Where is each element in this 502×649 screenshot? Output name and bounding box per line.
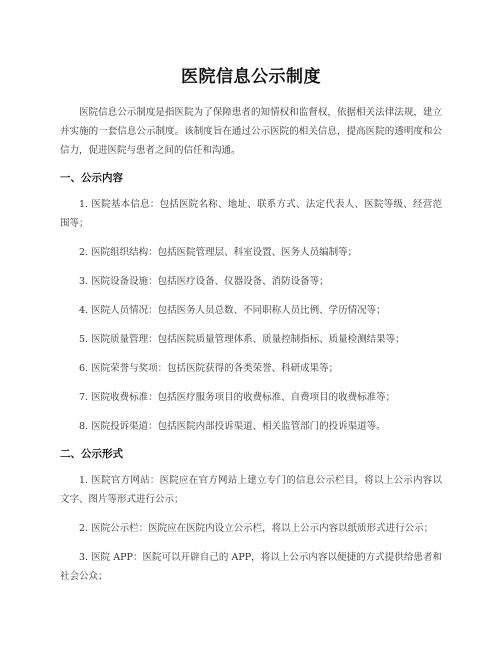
list-item: 2. 医院组织结构：包括医院管理层、科室设置、医务人员编制等； (79, 247, 358, 258)
list-item: 5. 医院质量管理：包括医院质量管理体系、质量控制指标、质量检测结果等； (79, 334, 405, 345)
section-heading: 一、公示内容 (60, 172, 123, 184)
list-item: 6. 医院荣誉与奖项：包括医院获得的各类荣誉、科研成果等； (79, 363, 339, 374)
section-form (60, 446, 442, 586)
section-content (60, 170, 442, 436)
list-item: 1. 医院基本信息：包括医院名称、地址、联系方式、法定代表人、医院等级、经营范围等； (60, 199, 442, 229)
list-item: 2. 医院公示栏：医院应在医院内设立公示栏，将以上公示内容以纸质形式进行公示； (79, 523, 434, 534)
document-title: 医院信息公示制度 (181, 67, 321, 87)
list-item: 3. 医院 APP：医院可以开辟自己的 APP，将以上公示内容以便捷的方式提供给患者和社会公众； (60, 552, 442, 582)
list-item: 1. 医院官方网站：医院应在官方网站上建立专门的信息公示栏目，将以上公示内容以文字、图片等形式进行公示； (60, 475, 442, 505)
list-item: 3. 医院设备设施：包括医疗设备、仪器设备、消防设备等； (79, 276, 329, 287)
list-item: 7. 医院收费标准：包括医疗服务项目的收费标准、自费项目的收费标准等； (79, 392, 396, 403)
list-item: 4. 医院人员情况：包括医务人员总数、不同职称人员比例、学历情况等； (79, 305, 386, 316)
section-heading: 二、公示形式 (60, 448, 123, 460)
list-item: 8. 医院投诉渠道：包括医院内部投诉渠道、相关监管部门的投诉渠道等。 (79, 421, 386, 432)
intro-paragraph: 医院信息公示制度是指医院为了保障患者的知情权和监督权，依据相关法律法规，建立并实施的一套信息公示制度。该制度旨在通过公示医院的相关信息，提高医院的透明度和公信力，促进医院与患者之间的信任和沟通。 (60, 107, 442, 156)
